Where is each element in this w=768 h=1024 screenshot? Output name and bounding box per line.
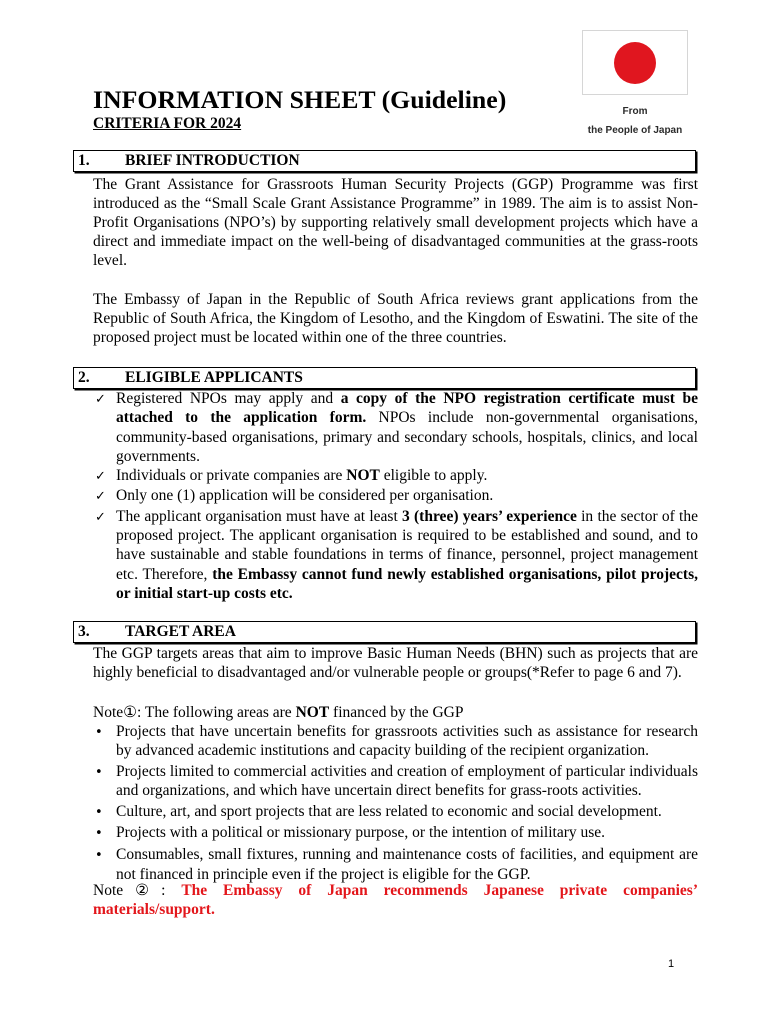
excluded-areas-list [93,722,698,886]
bold-run: the Embassy cannot fund newly established organisations, pilot projects, or initial start-up costs etc. [116,565,698,602]
text-run: Individuals or private companies are [116,467,347,485]
section-heading: TARGET AREA [125,623,236,640]
flag-sun-disc [614,42,656,84]
list-item [93,722,698,761]
intro-paragraph-1: The Grant Assistance for Grassroots Human Security Projects (GGP) Programme was first introduced as the “Small Scale Grant Assistance Programme” in 1989. The aim is to assist Non-Profit Organisations (NPO’s) by supporting relatively small development projects which have a direct and immediate impact on the well-being of disadvantaged communities at the grass-roots level. [93,175,698,269]
bullet-icon [93,802,116,822]
bold-run: NOT [295,703,330,721]
japan-aid-logo [582,30,688,95]
logo-tagline: the People of Japan [587,125,683,136]
text-run: NPOs include non-governmental organisations, community-based organisations, primary and secondary schools, hospitals, clinics, and local governments. [116,409,698,465]
note-1 [93,703,698,722]
japan-flag-icon [582,30,688,95]
list-item-text: Projects limited to commercial activities and creation of employment of particular individuals and organizations, and which have uncertain direct benefits for grass-roots activities. [116,762,698,799]
intro-paragraph-2: The Embassy of Japan in the Republic of South Africa reviews grant applications from the Republic of South Africa, the Kingdom of Lesotho, and the Kingdom of Eswatini. The site of the proposed project must be located within one of the three countries. [93,290,698,346]
section-3-header [73,621,696,643]
bullet-icon [93,823,116,843]
text-run: eligible to apply. [379,467,488,485]
eligibility-checklist [93,389,698,603]
page-number: 1 [668,958,675,970]
note-2 [93,881,698,919]
section-2-header [73,367,696,389]
checklist-item-text: Only one (1) application will be considered per organisation. [116,487,494,505]
text-run: in the sector of the proposed project. The applicant organisation is required to be established and sound, and to have sustainable and stable foundations in terms of finance, personnel, project management etc. Therefore, [116,507,698,583]
document-title: INFORMATION SHEET (Guideline) [93,85,507,114]
bullet-icon [93,722,116,742]
list-item [93,823,698,843]
check-icon [93,466,116,486]
section-number: 1. [78,152,90,169]
text-run: Note①: The following areas are [93,703,296,721]
document-subtitle: CRITERIA FOR 2024 [93,115,242,132]
checklist-item [93,389,698,466]
list-item-text: Projects that have uncertain benefits for grassroots activities such as assistance for research by advanced academic institutions and capacity building of the recipient organization. [116,722,698,759]
text-run: Registered NPOs may apply and [116,390,341,407]
list-item [93,802,698,822]
bold-run: NOT [346,467,380,485]
section-heading: ELIGIBLE APPLICANTS [125,369,303,386]
list-item [93,762,698,801]
section-heading: BRIEF INTRODUCTION [125,152,300,169]
check-icon [93,507,116,527]
bold-run: a copy of the NPO registration certificate must be attached to the application form. [116,390,698,427]
highlighted-recommendation: The Embassy of Japan recommends Japanese private companies’ materials/support. [93,881,698,918]
checklist-item-text [116,466,698,485]
list-item-text: Consumables, small fixtures, running and maintenance costs of facilities, and equipment are not financed in principle even if the project is eligible for the GGP. [116,846,698,883]
checklist-item [93,466,698,486]
section-number: 3. [78,623,90,640]
section-1-header [73,150,696,172]
checklist-item [93,507,698,603]
logo-from-text: From [622,106,648,117]
section-number: 2. [78,369,90,386]
check-icon [93,389,116,409]
list-item-text: Projects with a political or missionary purpose, or the intention of military use. [116,824,606,842]
target-area-paragraph: The GGP targets areas that aim to improve Basic Human Needs (BHN) such as projects that are highly beneficial to disadvantaged and/or vulnerable people or groups(*Refer to page 6 and 7). [93,644,698,681]
text-run: The applicant organisation must have at least [116,507,403,525]
checklist-item [93,486,698,506]
checklist-item-text [116,389,698,466]
list-item [93,845,698,884]
text-run: Note②: [93,881,182,899]
checklist-item-text [116,507,698,603]
bullet-icon [93,762,116,782]
list-item-text: Culture, art, and sport projects that are less related to economic and social development. [116,802,662,820]
bullet-icon [93,845,116,865]
text-run: financed by the GGP [329,703,464,721]
bold-run: 3 (three) years’ experience [402,507,577,525]
check-icon [93,486,116,506]
